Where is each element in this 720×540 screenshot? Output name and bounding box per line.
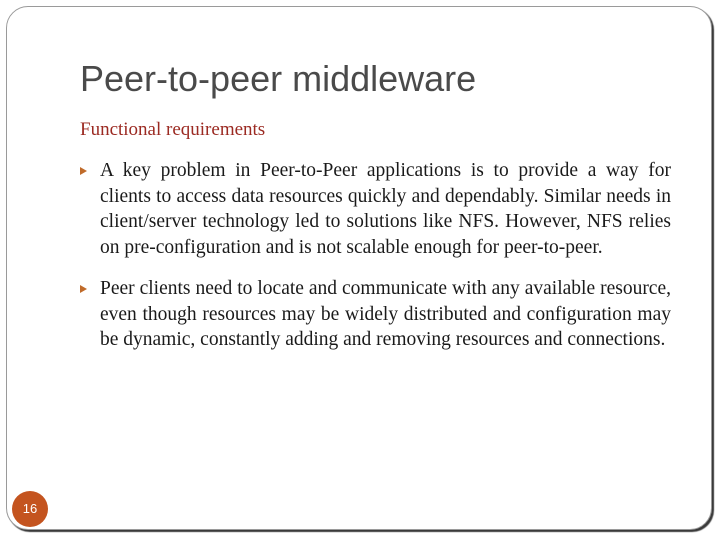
bullet-item bbox=[100, 158, 671, 260]
page-number-badge: 16 bbox=[12, 491, 48, 527]
bullet-text: Peer clients need to locate and communicate with any available resource, even though resources may be widely distributed and configuration may be dynamic, constantly adding and removing resources and connections. bbox=[100, 278, 671, 350]
bullet-item bbox=[100, 276, 671, 353]
bullet-list bbox=[100, 158, 671, 369]
slide-subtitle: Functional requirements bbox=[80, 119, 266, 140]
slide-title: Peer-to-peer middleware bbox=[80, 58, 477, 99]
triangle-bullet-icon bbox=[80, 167, 87, 175]
bullet-text: A key problem in Peer-to-Peer applications is to provide a way for clients to access data resources quickly and dependably. Similar needs in client/server technology led to solutions like NFS. However, NFS relies on pre-configuration and is not scalable enough for peer-to-peer. bbox=[100, 160, 671, 258]
triangle-bullet-icon bbox=[80, 285, 87, 293]
